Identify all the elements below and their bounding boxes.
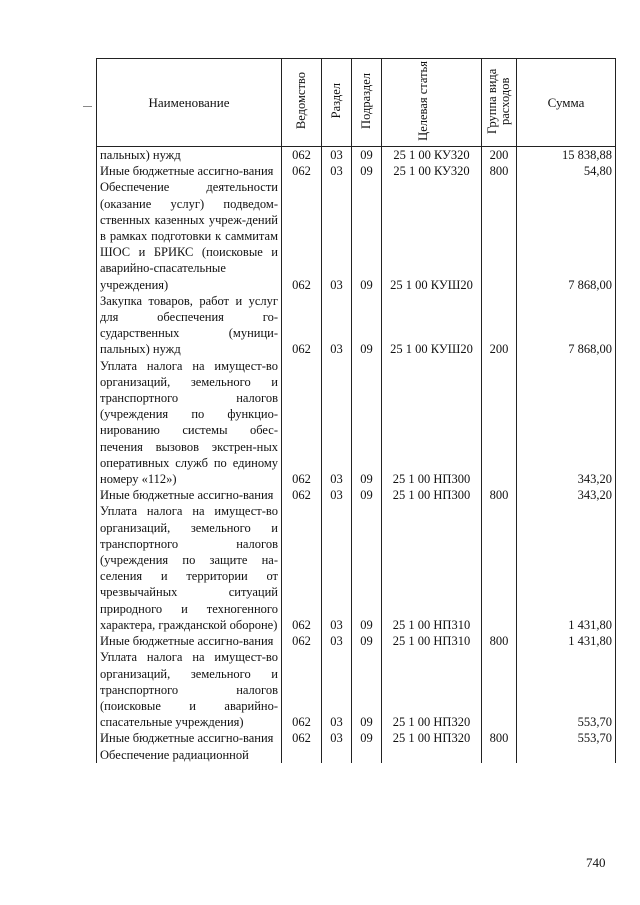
cell-target-article <box>382 747 482 763</box>
cell-section: 03 <box>322 147 352 164</box>
cell-section: 03 <box>322 633 352 649</box>
cell-amount: 1 431,80 <box>517 633 616 649</box>
cell-amount: 1 431,80 <box>517 503 616 633</box>
cell-ministry: 062 <box>282 730 322 746</box>
cell-name: Уплата налога на имущест-во организаций, земельного и транспортного налогов (учреждения по функцио-нированию системы обес-печения вызовов экстрен-ных оперативных служб по единому номеру «112») <box>97 358 282 488</box>
cell-target-article: 25 1 00 НП310 <box>382 633 482 649</box>
table-row <box>97 747 616 763</box>
cell-subsection: 09 <box>352 293 382 358</box>
table-row <box>97 163 616 179</box>
cell-name: Иные бюджетные ассигно-вания <box>97 633 282 649</box>
table-row <box>97 649 616 730</box>
cell-subsection: 09 <box>352 649 382 730</box>
header-expense-group: Группа вида расходов <box>482 59 517 147</box>
cell-expense-group <box>482 747 517 763</box>
cell-expense-group <box>482 179 517 292</box>
table-header-row <box>97 59 616 147</box>
cell-name: Уплата налога на имущест-во организаций, земельного и транспортного налогов (поисковые и аварийно-спасательные учреждения) <box>97 649 282 730</box>
cell-subsection: 09 <box>352 179 382 292</box>
table-row <box>97 179 616 292</box>
cell-name: Иные бюджетные ассигно-вания <box>97 487 282 503</box>
budget-table <box>96 58 616 763</box>
cell-subsection: 09 <box>352 633 382 649</box>
cell-section: 03 <box>322 163 352 179</box>
cell-expense-group <box>482 503 517 633</box>
cell-ministry: 062 <box>282 179 322 292</box>
cell-subsection: 09 <box>352 487 382 503</box>
cell-expense-group: 800 <box>482 633 517 649</box>
cell-amount: 553,70 <box>517 730 616 746</box>
cell-name: Обеспечение деятельности (оказание услуг) подведом-ственных казенных учреж-дений в рамках подготовки к саммитам ШОС и БРИКС (поисковые и аварийно-спасательные учреждения) <box>97 179 282 292</box>
cell-section: 03 <box>322 293 352 358</box>
cell-amount: 7 868,00 <box>517 179 616 292</box>
cell-ministry: 062 <box>282 163 322 179</box>
header-target-article: Целевая статья <box>382 59 482 147</box>
cell-name: пальных) нужд <box>97 147 282 164</box>
table-row <box>97 633 616 649</box>
cell-section: 03 <box>322 649 352 730</box>
cell-ministry: 062 <box>282 633 322 649</box>
cell-amount: 7 868,00 <box>517 293 616 358</box>
cell-expense-group: 800 <box>482 163 517 179</box>
margin-mark <box>83 106 92 107</box>
cell-section: 03 <box>322 487 352 503</box>
cell-target-article: 25 1 00 НП300 <box>382 358 482 488</box>
header-name: Наименование <box>97 59 282 147</box>
table-row <box>97 293 616 358</box>
header-subsection: Подраздел <box>352 59 382 147</box>
cell-amount: 15 838,88 <box>517 147 616 164</box>
table-row <box>97 147 616 164</box>
cell-target-article: 25 1 00 КУШ20 <box>382 179 482 292</box>
cell-target-article: 25 1 00 КУ320 <box>382 147 482 164</box>
cell-ministry: 062 <box>282 503 322 633</box>
table-row <box>97 358 616 488</box>
cell-target-article: 25 1 00 НП320 <box>382 649 482 730</box>
cell-amount: 54,80 <box>517 163 616 179</box>
cell-section <box>322 747 352 763</box>
cell-subsection: 09 <box>352 147 382 164</box>
cell-ministry: 062 <box>282 649 322 730</box>
cell-section: 03 <box>322 179 352 292</box>
cell-subsection: 09 <box>352 358 382 488</box>
cell-amount: 343,20 <box>517 487 616 503</box>
page-number: 740 <box>586 855 606 870</box>
cell-expense-group: 200 <box>482 293 517 358</box>
cell-amount: 343,20 <box>517 358 616 488</box>
table-row <box>97 503 616 633</box>
cell-section: 03 <box>322 358 352 488</box>
cell-subsection: 09 <box>352 163 382 179</box>
cell-ministry: 062 <box>282 358 322 488</box>
cell-name: Уплата налога на имущест-во организаций, земельного и транспортного налогов (учреждения по защите на-селения и территории от чрезвычайных ситуаций природного и техногенного характера, гражданской обороне) <box>97 503 282 633</box>
cell-name: Иные бюджетные ассигно-вания <box>97 730 282 746</box>
cell-target-article: 25 1 00 КУ320 <box>382 163 482 179</box>
cell-subsection: 09 <box>352 730 382 746</box>
cell-target-article: 25 1 00 НП300 <box>382 487 482 503</box>
cell-expense-group: 800 <box>482 730 517 746</box>
cell-subsection: 09 <box>352 503 382 633</box>
cell-name: Закупка товаров, работ и услуг для обеспечения го-сударственных (муници-пальных) нужд <box>97 293 282 358</box>
cell-target-article: 25 1 00 НП310 <box>382 503 482 633</box>
cell-subsection <box>352 747 382 763</box>
cell-expense-group <box>482 358 517 488</box>
cell-amount: 553,70 <box>517 649 616 730</box>
cell-target-article: 25 1 00 НП320 <box>382 730 482 746</box>
table-row <box>97 487 616 503</box>
header-amount: Сумма <box>517 59 616 147</box>
table-row <box>97 730 616 746</box>
cell-expense-group: 800 <box>482 487 517 503</box>
cell-amount <box>517 747 616 763</box>
cell-expense-group <box>482 649 517 730</box>
cell-target-article: 25 1 00 КУШ20 <box>382 293 482 358</box>
cell-name: Иные бюджетные ассигно-вания <box>97 163 282 179</box>
header-section: Раздел <box>322 59 352 147</box>
cell-name: Обеспечение радиационной <box>97 747 282 763</box>
cell-section: 03 <box>322 730 352 746</box>
cell-ministry: 062 <box>282 293 322 358</box>
cell-ministry <box>282 747 322 763</box>
cell-ministry: 062 <box>282 147 322 164</box>
cell-ministry: 062 <box>282 487 322 503</box>
header-ministry: Ведомство <box>282 59 322 147</box>
cell-expense-group: 200 <box>482 147 517 164</box>
cell-section: 03 <box>322 503 352 633</box>
